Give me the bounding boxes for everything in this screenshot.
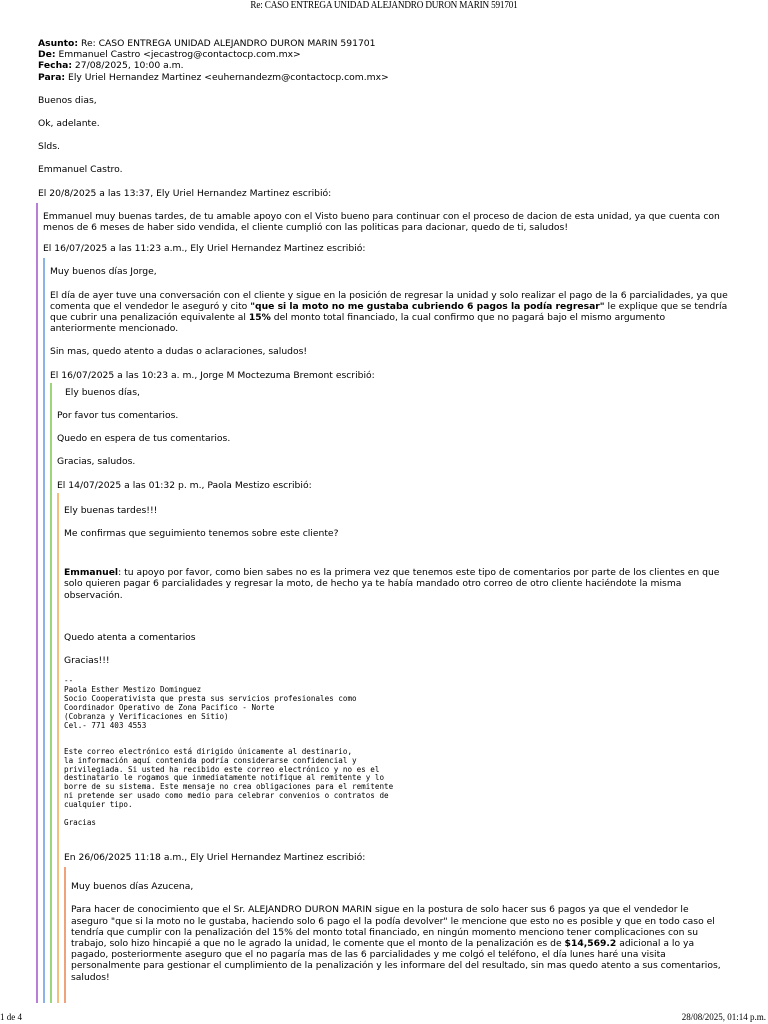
from-label: De: <box>38 49 56 61</box>
quoted-text: Gracias, saludos. <box>57 456 136 468</box>
quoted-text: Por favor tus comentarios. <box>57 410 179 422</box>
quoted-greeting: Ely buenos días, <box>65 386 140 398</box>
quote-attribution: El 14/07/2025 a las 01:32 p. m., Paola Mestizo escribió: <box>57 479 312 491</box>
email-content <box>38 38 728 1003</box>
email-header <box>38 38 728 83</box>
quoted-text: Quedo atenta a comentarios <box>64 631 196 643</box>
quoted-greeting: Muy buenos días Jorge, <box>50 266 157 278</box>
quote-attribution: El 16/07/2025 a las 10:23 a. m., Jorge M Moctezuma Bremont escribió: <box>50 369 375 381</box>
to-value: Ely Uriel Hernandez Martinez <euhernandezm@contactocp.com.mx> <box>65 71 389 83</box>
quoted-paragraph: El día de ayer tuve una conversación con el cliente y sigue en la posición de regresar la unidad y solo realizar el pago de la 6 parcialidades, ya que comenta que el vendedor le aseguró y cito "que si la moto no me gustaba cubriendo 6 pagos la podía regresar" le explique que se tendría que cubrir una penalización equivalente al 15% del monto total financiado, la cual confirmo que no pagará bajo el mismo argumento anteriormente mencionado. <box>50 289 728 335</box>
quote-attribution: El 20/8/2025 a las 13:37, Ely Uriel Hernandez Martinez escribió: <box>38 187 332 199</box>
date-label: Fecha: <box>38 60 72 72</box>
to-label: Para: <box>38 71 66 83</box>
quoted-greeting: Ely buenas tardes!!! <box>64 504 158 516</box>
quoted-greeting: Muy buenos días Azucena, <box>71 881 194 893</box>
from-row <box>38 49 728 60</box>
quoted-message-4 <box>57 493 728 1003</box>
quoted-closing: Sin mas, quedo atento a dudas o aclaraciones, saludos! <box>50 346 308 358</box>
quoted-question: Me confirmas que seguimiento tenemos sobre este cliente? <box>64 528 339 540</box>
quoted-paragraph: Emmanuel: tu apoyo por favor, como bien sabes no es la primera vez que tenemos este tipo de comentarios por parte de los clientes en que solo quieren pagar 6 parcialidades y regresar la moto, de hecho ya te había mandado otro correo de otro cliente haciéndote la misma observación. <box>64 567 720 601</box>
email-signature-block: -- Paola Esther Mestizo Dominguez Socio Cooperativista que presta sus servicios profesionales como Coordinador Operativo de Zona Pacifico - Norte (Cobranza y Verificaciones en Sitio) Cel.- 771 403 4553 <box>64 676 357 730</box>
quoted-message-3 <box>50 383 728 1003</box>
quoted-message-1 <box>36 203 728 1003</box>
sender-signature: Emmanuel Castro. <box>38 164 123 176</box>
greeting: Buenos dias, <box>38 94 97 106</box>
date-value: 27/08/2025, 10:00 a.m. <box>72 60 184 72</box>
reply-text: Ok, adelante. <box>38 118 100 130</box>
from-value: Emmanuel Castro <jecastrog@contactocp.com.mx> <box>55 49 301 61</box>
page-title: Re: CASO ENTREGA UNIDAD ALEJANDRO DURON MARIN 591701 <box>250 0 518 11</box>
date-row <box>38 60 728 71</box>
quoted-message-2 <box>43 258 728 1002</box>
to-row <box>38 72 728 83</box>
regards: Slds. <box>38 141 60 153</box>
quoted-text: Emmanuel muy buenas tardes, de tu amable apoyo con el Visto bueno para continuar con el proceso de dacion de esta unidad, ya que cuenta con menos de 6 meses de haber sido vendida, el cliente cumplió con las politicas para dacionar, quedo de ti, saludos! <box>43 210 720 234</box>
page-number: 1 de 4 <box>0 1012 22 1022</box>
quoted-text: Gracias!!! <box>64 655 110 667</box>
quoted-message-5 <box>64 867 728 1003</box>
quoted-paragraph: Para hacer de conocimiento que el Sr. ALEJANDRO DURON MARIN sigue en la postura de solo hacer sus 6 pagos ya que el vendedor le aseguro "que si la moto no le gustaba, haciendo solo 6 pago el la podía devolver" le mencione que esto no es posible y que en todo caso el tendría que cumplir con la penalización del 15% del monto total financiado, en ningún momento menciono tener complicaciones con su trabajo, solo hizo hincapié a que no le agrado la unidad, le comente que el monto de la penalización es de $14,569.2 adicional a lo ya pagado, posteriormente aseguro que el no pagaría mas de las 6 parcialidades y me colgó el teléfono, el día lunes haré una visita personalmente para gestionar el cumplimiento de la penalización y les informare del del resultado, sin mas quedo atento a sus comentarios, saludos! <box>71 904 721 983</box>
quoted-text: Quedo en espera de tus comentarios. <box>57 433 231 445</box>
quote-attribution: En 26/06/2025 11:18 a.m., Ely Uriel Hernandez Martinez escribió: <box>64 851 366 863</box>
subject-label: Asunto: <box>38 38 79 49</box>
confidentiality-disclaimer: Este correo electrónico está dirigido únicamente al destinario, la información aquí contenida podría considerarse confidencial y privilegiada. Si usted ha recibido este correo electrónico y no es el destinatario le rogamos que inmediatamente notifique al remitente y lo borre de su sistema. Este mensaje no crea obligaciones para el remitente ni pretende ser usado como medio para celebrar convenios o contratos de cualquier tipo. <box>64 746 394 810</box>
subject-value: Re: CASO ENTREGA UNIDAD ALEJANDRO DURON MARIN 591701 <box>78 38 376 49</box>
print-datetime: 28/08/2025, 01:14 p.m. <box>681 1012 766 1022</box>
subject-row <box>38 38 728 49</box>
signature-thanks: Gracias <box>64 818 97 828</box>
quote-attribution: El 16/07/2025 a las 11:23 a.m., Ely Uriel Hernandez Martinez escribió: <box>43 243 366 255</box>
